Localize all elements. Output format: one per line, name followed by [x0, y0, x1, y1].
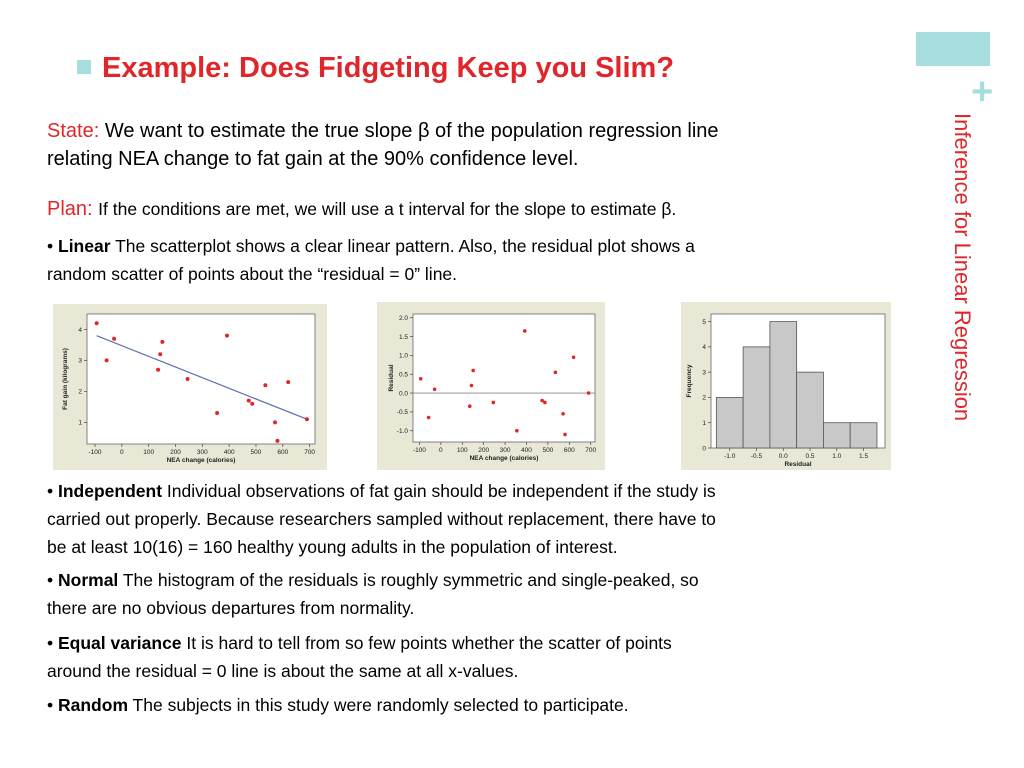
data-point — [286, 380, 290, 384]
y-tick-label: 4 — [702, 344, 706, 352]
data-point — [160, 340, 164, 344]
histogram-bar — [716, 397, 743, 448]
normal-label: Normal — [58, 570, 119, 590]
y-axis-title: Residual — [388, 364, 395, 392]
y-tick-label: 5 — [702, 318, 706, 326]
x-tick-label: 0.5 — [805, 453, 815, 460]
x-tick-label: 1.0 — [832, 453, 842, 460]
equal-variance-line-1: It is hard to tell from so few points whether the scatter of points — [186, 633, 672, 653]
data-point — [156, 368, 160, 372]
y-tick-label: 1.0 — [398, 352, 408, 360]
x-tick-label: 1.5 — [859, 453, 869, 460]
x-tick-label: 500 — [250, 449, 262, 456]
slide-title — [77, 52, 674, 85]
data-point — [215, 411, 219, 415]
y-tick-label: -0.5 — [396, 409, 408, 417]
y-tick-label: -1.0 — [396, 428, 408, 436]
title-bullet-icon — [77, 60, 91, 74]
independent-line-1: Individual observations of fat gain should be independent if the study is — [166, 481, 716, 501]
y-tick-label: 4 — [78, 326, 82, 334]
histogram-bar — [797, 372, 824, 448]
residual-plot-panel — [377, 302, 605, 470]
y-tick-label: 0.0 — [398, 390, 408, 398]
x-tick-label: 0 — [120, 449, 124, 456]
residual-point — [543, 401, 547, 405]
sidebar-title — [943, 113, 977, 513]
residual-point — [561, 412, 565, 416]
residual-point — [468, 404, 472, 408]
y-tick-label: 1 — [702, 420, 706, 428]
residual-point — [523, 329, 527, 333]
x-tick-label: 200 — [478, 447, 490, 454]
normal-line-2: there are no obvious departures from normality. — [47, 598, 415, 618]
equal-variance-label: Equal variance — [58, 633, 182, 653]
x-tick-label: 300 — [499, 447, 511, 454]
y-tick-label: 2 — [78, 388, 82, 396]
independent-condition: • Independent Individual observations of fat gain should be independent if the study is carried out properly. Because researchers sampled without replacement, there have to be at least 10(16) = 160 healthy young adults in the population of interest. — [47, 477, 927, 561]
x-tick-label: 200 — [170, 449, 181, 456]
random-label: Random — [58, 695, 128, 715]
data-point — [112, 337, 116, 341]
histogram-bar — [770, 322, 797, 448]
residual-point — [572, 355, 576, 359]
plus-icon: + — [971, 71, 994, 113]
data-point — [186, 377, 190, 381]
random-condition: • Random The subjects in this study were randomly selected to participate. — [47, 695, 629, 715]
y-tick-label: 1.5 — [398, 333, 408, 341]
state-line-2: relating NEA change to fat gain at the 90% confidence level. — [47, 148, 579, 170]
histogram-bar — [743, 347, 770, 448]
plot-area — [413, 314, 595, 442]
x-axis-title: NEA change (calories) — [166, 457, 236, 464]
y-tick-label: 1 — [78, 419, 82, 427]
x-axis-title: Residual — [784, 461, 812, 468]
data-point — [225, 334, 229, 338]
residual-point — [427, 416, 431, 420]
independent-line-2: carried out properly. Because researchers sampled without replacement, there have to — [47, 509, 716, 529]
residual-point — [471, 369, 475, 373]
x-tick-label: 600 — [563, 447, 575, 454]
data-point — [95, 321, 99, 325]
residual-plot-chart — [377, 302, 605, 470]
data-point — [247, 399, 251, 403]
x-tick-label: 100 — [456, 447, 468, 454]
residual-point — [554, 371, 558, 375]
x-tick-label: 400 — [223, 449, 235, 456]
y-tick-label: 3 — [78, 357, 82, 365]
independent-label: Independent — [58, 481, 163, 501]
histogram-bar — [823, 423, 850, 448]
teal-accent-block — [916, 32, 990, 66]
plot-area — [87, 314, 315, 444]
histogram-bar — [850, 423, 877, 448]
residual-point — [491, 401, 495, 405]
linear-line-2: random scatter of points about the “residual = 0” line. — [47, 264, 458, 284]
x-tick-label: 300 — [196, 449, 208, 456]
y-tick-label: 2.0 — [398, 315, 408, 323]
state-line-1: We want to estimate the true slope β of the population regression line — [104, 120, 719, 142]
plan-text: If the conditions are met, we will use a t interval for the slope to estimate β. — [98, 199, 677, 219]
state-label: State: — [47, 120, 100, 142]
residual-histogram-chart — [681, 302, 891, 470]
data-point — [273, 420, 277, 424]
residual-point — [587, 391, 591, 395]
histogram-panel — [681, 302, 891, 470]
residual-point — [419, 377, 423, 381]
x-tick-label: -1.0 — [724, 453, 736, 460]
x-tick-label: -100 — [88, 449, 102, 456]
data-point — [263, 383, 267, 387]
residual-point — [433, 387, 437, 391]
scatterplot-chart — [53, 304, 327, 470]
slide-title-text: Example: Does Fidgeting Keep you Slim? — [102, 52, 675, 84]
x-tick-label: 0.0 — [778, 453, 788, 460]
scatterplot-panel — [53, 304, 327, 470]
equal-variance-condition: • Equal variance It is hard to tell from so few points whether the scatter of points around the residual = 0 line is about the same at all x-values. — [47, 629, 927, 685]
plan-paragraph — [47, 195, 927, 223]
y-tick-label: 0.5 — [398, 371, 408, 379]
equal-variance-line-2: around the residual = 0 line is about the same at all x-values. — [47, 661, 519, 681]
normal-line-1: The histogram of the residuals is roughly symmetric and single-peaked, so — [122, 570, 699, 590]
linear-line-1: The scatterplot shows a clear linear pattern. Also, the residual plot shows a — [115, 236, 695, 256]
y-tick-label: 3 — [702, 369, 706, 377]
y-axis-title: Frequency — [686, 364, 693, 398]
data-point — [305, 417, 309, 421]
x-tick-label: 700 — [585, 447, 597, 454]
residual-point — [563, 433, 567, 437]
data-point — [158, 352, 162, 356]
x-tick-label: -0.5 — [750, 453, 763, 460]
y-tick-label: 0 — [702, 445, 706, 453]
x-tick-label: -100 — [412, 447, 426, 454]
residual-point — [515, 429, 519, 433]
data-point — [275, 439, 279, 443]
linear-label: Linear — [58, 236, 111, 256]
random-line-1: The subjects in this study were randomly selected to participate. — [132, 695, 629, 715]
x-tick-label: 600 — [277, 449, 289, 456]
x-tick-label: 0 — [439, 447, 443, 454]
state-paragraph — [47, 117, 927, 173]
y-axis-title: Fat gain (kilograms) — [62, 348, 69, 410]
residual-point — [470, 384, 474, 388]
data-point — [105, 358, 109, 362]
plan-label: Plan: — [47, 198, 93, 220]
x-tick-label: 500 — [542, 447, 554, 454]
x-tick-label: 700 — [304, 449, 316, 456]
sidebar-title-text: Inference for Linear Regression — [950, 113, 975, 422]
data-point — [250, 402, 254, 406]
normal-condition: • Normal The histogram of the residuals is roughly symmetric and single-peaked, so there are no obvious departures from normality. — [47, 566, 927, 622]
y-tick-label: 2 — [702, 394, 706, 402]
x-axis-title: NEA change (calories) — [469, 455, 539, 462]
x-tick-label: 400 — [521, 447, 532, 454]
independent-line-3: be at least 10(16) = 160 healthy young adults in the population of interest. — [47, 537, 618, 557]
x-tick-label: 100 — [143, 449, 155, 456]
linear-condition: • Linear The scatterplot shows a clear linear pattern. Also, the residual plot shows a random scatter of points about the “residual = 0” line. — [47, 232, 927, 288]
